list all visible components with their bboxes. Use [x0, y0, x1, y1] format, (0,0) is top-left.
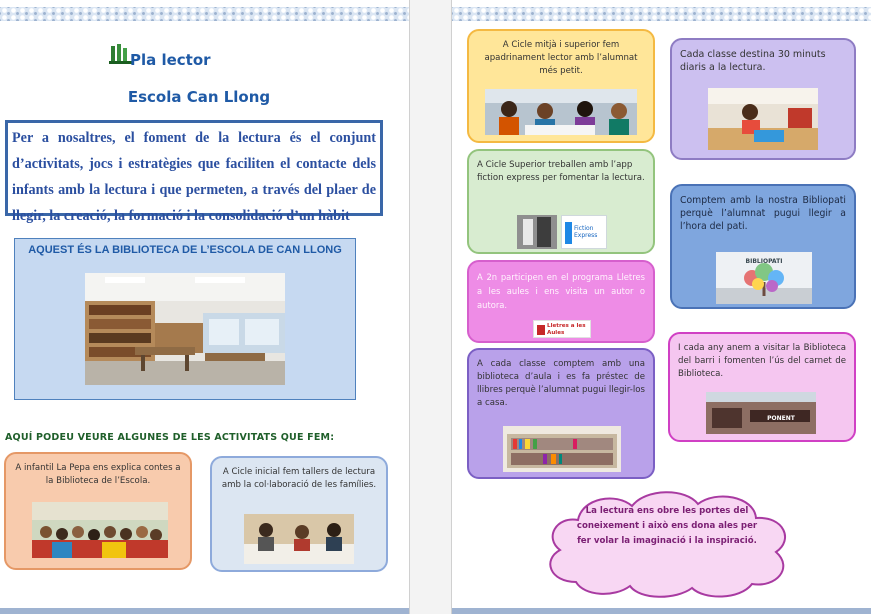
bibliopati-photo — [716, 252, 812, 304]
activities-heading: AQUÍ PODEU VEURE ALGUNES DE LES ACTIVITATS QUE FEM: — [5, 432, 335, 443]
lletres-aules-logo-text: Lletres a les Aules — [547, 323, 586, 336]
activity-card-text: A cada classe comptem amb una biblioteca d’aula i es fa préstec de llibres perquè l’alumnat pugui llegir-los a casa. — [477, 359, 645, 408]
district-library-photo — [706, 392, 816, 434]
activity-card-cicle-inicial — [210, 456, 388, 572]
page-gutter — [409, 0, 452, 614]
family-workshop-photo — [244, 514, 354, 564]
bottom-border — [452, 608, 871, 614]
fiction-express-logo-text: Fiction Express — [574, 225, 598, 239]
library-title: AQUEST ÉS LA BIBLIOTECA DE L’ESCOLA DE CAN LLONG — [28, 244, 342, 256]
activity-card-text: A Cicle inicial fem tallers de lectura amb la col·laboració de les famílies. — [221, 467, 377, 490]
activity-card-text: A 2n participen en el programa Lletres a les aules i ens visita un autor o autora. — [477, 272, 645, 310]
quote-text: La lectura ens obre les portes del coneixement i això ens dona ales per fer volar la imaginació i la inspiració. — [576, 506, 758, 546]
bibliopati-sign: BIBLIOPATI — [745, 258, 783, 265]
activity-card-text: A Cicle mitjà i superior fem apadrinament lector amb l’alumnat més petit. — [484, 40, 638, 76]
reading-buddies-photo — [485, 89, 637, 135]
activity-card-infantil — [4, 452, 192, 570]
bottom-border — [0, 608, 409, 614]
quote-cloud — [536, 482, 796, 600]
activity-card-text: I cada any anem a visitar la Biblioteca del barri i fomenten l’ús del carnet de Biblioteca. — [678, 343, 846, 379]
decorative-border-top — [452, 7, 871, 21]
activity-card-fiction-express — [467, 149, 655, 254]
activity-card-text: A infantil La Pepa ens explica contes a la Biblioteca de l’Escola. — [15, 463, 181, 486]
daily-reading-photo — [708, 88, 818, 150]
activity-card-classroom-library — [467, 348, 655, 479]
fiction-express-logo — [561, 215, 607, 249]
activity-card-text: Comptem amb la nostra Bibliopati perquè l’alumnat pugui llegir a l’hora del pati. — [680, 195, 846, 232]
tablet-photo — [517, 215, 557, 249]
decorative-border-top — [0, 7, 409, 21]
storytelling-photo — [32, 502, 168, 558]
activity-card-bibliopati — [670, 184, 856, 309]
classroom-library-photo — [503, 426, 621, 472]
school-name: Escola Can Llong — [127, 88, 271, 106]
activity-card-reading-buddies — [467, 29, 655, 143]
activity-card-lletres-aules — [467, 260, 655, 343]
page-title: Pla lector — [130, 51, 211, 69]
library-sign: PONENT — [767, 415, 795, 422]
right-page — [452, 0, 871, 614]
lletres-aules-logo — [533, 320, 591, 338]
activity-card-daily-reading — [670, 38, 856, 160]
activity-card-library-visit — [668, 332, 856, 442]
left-page — [0, 0, 409, 614]
intro-paragraph: Per a nosaltres, el foment de la lectura és el conjunt d’activitats, jocs i estratègies que faciliten el contacte dels infants amb la lectura i que permeten, a través del plaer de llegir, la creació, la formació i la consolidació d’un hàbit — [5, 120, 383, 216]
library-panel — [14, 238, 356, 400]
library-photo — [85, 273, 285, 385]
activity-card-text: Cada classe destina 30 minuts diaris a la lectura. — [680, 49, 826, 73]
activity-card-text: A Cicle Superior treballen amb l’app fiction express per fomentar la lectura. — [477, 160, 645, 183]
